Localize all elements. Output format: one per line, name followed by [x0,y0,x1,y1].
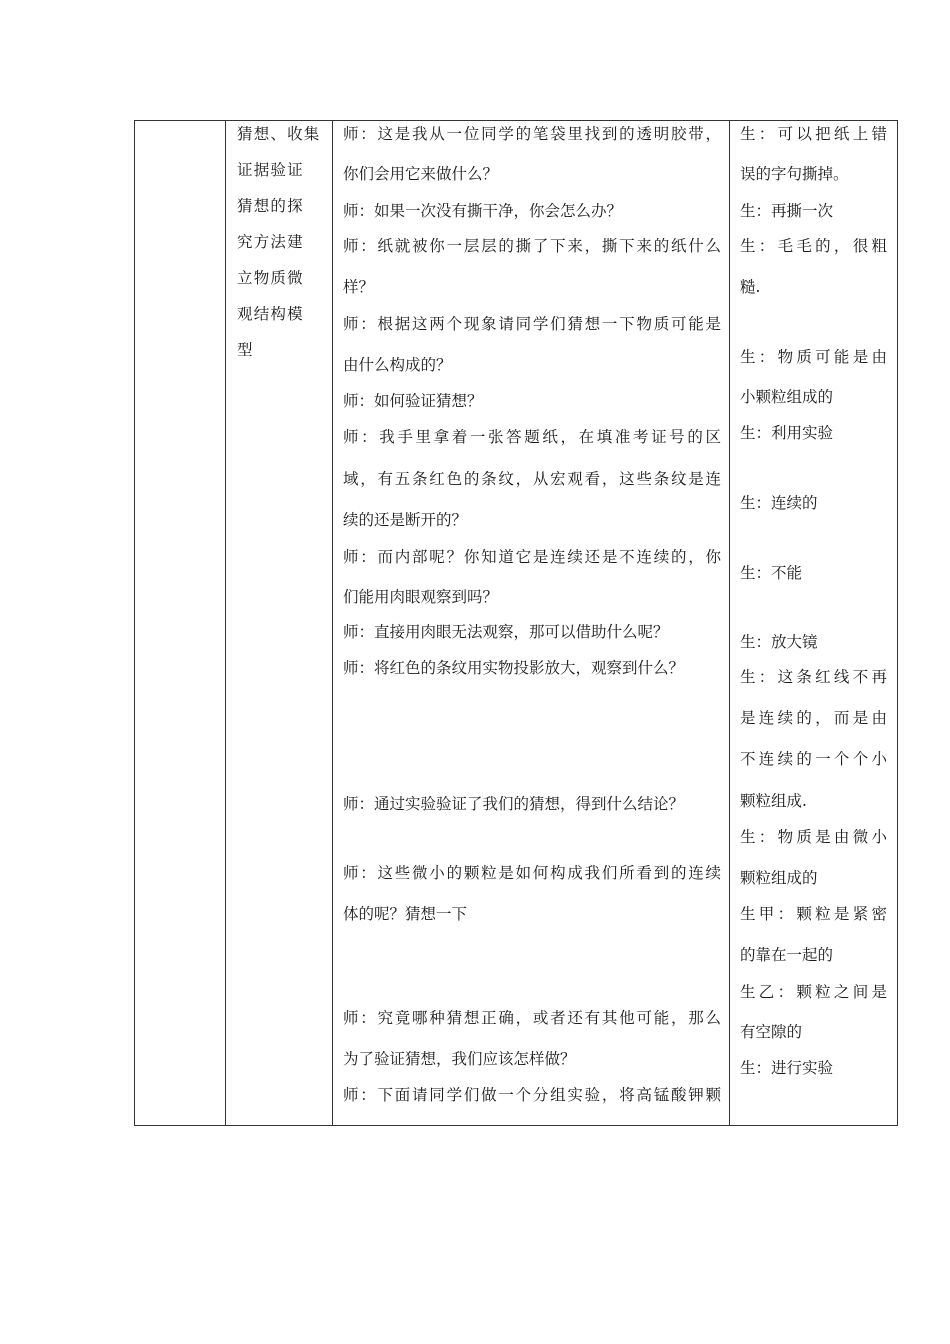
method-line: 猜想、收集 [237,125,321,143]
student-line: 生：毛毛的，很粗 [740,237,887,255]
teacher-line: 为了验证猜想，我们应该怎样做？ [343,1050,576,1068]
method-line: 观结构模 [237,305,304,323]
lesson-table [134,120,898,1126]
teacher-line: 师：这些微小的颗粒是如何构成我们所看到的连续 [343,864,721,882]
teacher-line: 域，有五条红色的条纹，从宏观看，这些条纹是连 [343,470,721,488]
teacher-line: 体的呢？猜想一下 [343,905,468,923]
teacher-line: 师：如何验证猜想？ [343,392,483,410]
teacher-line: 师：通过实验验证了我们的猜想，得到什么结论？ [343,795,685,813]
method-line: 证据验证 [237,161,304,179]
teacher-line: 师：这是我从一位同学的笔袋里找到的透明胶带， [343,125,721,143]
student-line: 颗粒组成. [740,792,807,810]
method-line: 型 [237,341,254,359]
student-line: 有空隙的 [740,1023,803,1041]
method-line: 究方法建 [237,233,304,251]
teacher-line: 你们会用它来做什么？ [343,165,499,183]
student-line: 生：这条红线不再 [740,668,887,686]
teacher-line: 师：究竟哪种猜想正确，或者还有其他可能，那么 [343,1009,721,1027]
student-line: 小颗粒组成的 [740,388,834,406]
teacher-line: 师：纸就被你一层层的撕了下来，撕下来的纸什么 [343,237,721,255]
student-line: 生：物质是由微小 [740,828,887,846]
student-line: 糙. [740,278,761,296]
method-line: 立物质微 [237,269,304,287]
student-line: 生乙：颗粒之间是 [740,983,887,1001]
student-line: 生甲：颗粒是紧密 [740,905,887,923]
teacher-line: 续的还是断开的？ [343,511,468,529]
student-line: 生：再撕一次 [740,202,834,220]
teacher-line: 师：如果一次没有撕干净，你会怎么办？ [343,202,623,220]
column-divider [225,121,226,1125]
student-line: 生：连续的 [740,494,818,512]
student-line: 生：放大镜 [740,633,818,651]
column-divider [332,121,333,1125]
teacher-line: 师：下面请同学们做一个分组实验，将高锰酸钾颗 [343,1086,721,1104]
student-line: 生：不能 [740,564,803,582]
teacher-line: 师：将红色的条纹用实物投影放大，观察到什么？ [343,659,685,677]
student-line: 是连续的，而是由 [740,709,887,727]
column-divider [729,121,730,1125]
teacher-line: 师：根据这两个现象请同学们猜想一下物质可能是 [343,315,721,333]
method-line: 猜想的探 [237,197,304,215]
student-line: 生：利用实验 [740,424,834,442]
teacher-line: 师：我手里拿着一张答题纸，在填准考证号的区 [343,428,721,446]
student-line: 生：进行实验 [740,1059,834,1077]
student-line: 误的字句撕掉。 [740,165,849,183]
student-line: 生：可以把纸上错 [740,125,887,143]
student-line: 颗粒组成的 [740,869,818,887]
teacher-line: 师：而内部呢？你知道它是连续还是不连续的，你 [343,548,721,566]
teacher-line: 由什么构成的？ [343,356,452,374]
student-line: 生：物质可能是由 [740,348,887,366]
student-line: 的靠在一起的 [740,946,834,964]
student-line: 不连续的一个个小 [740,750,887,768]
teacher-line: 样？ [343,278,375,296]
teacher-line: 们能用肉眼观察到吗？ [343,588,499,606]
teacher-line: 师：直接用肉眼无法观察，那可以借助什么呢？ [343,623,669,641]
